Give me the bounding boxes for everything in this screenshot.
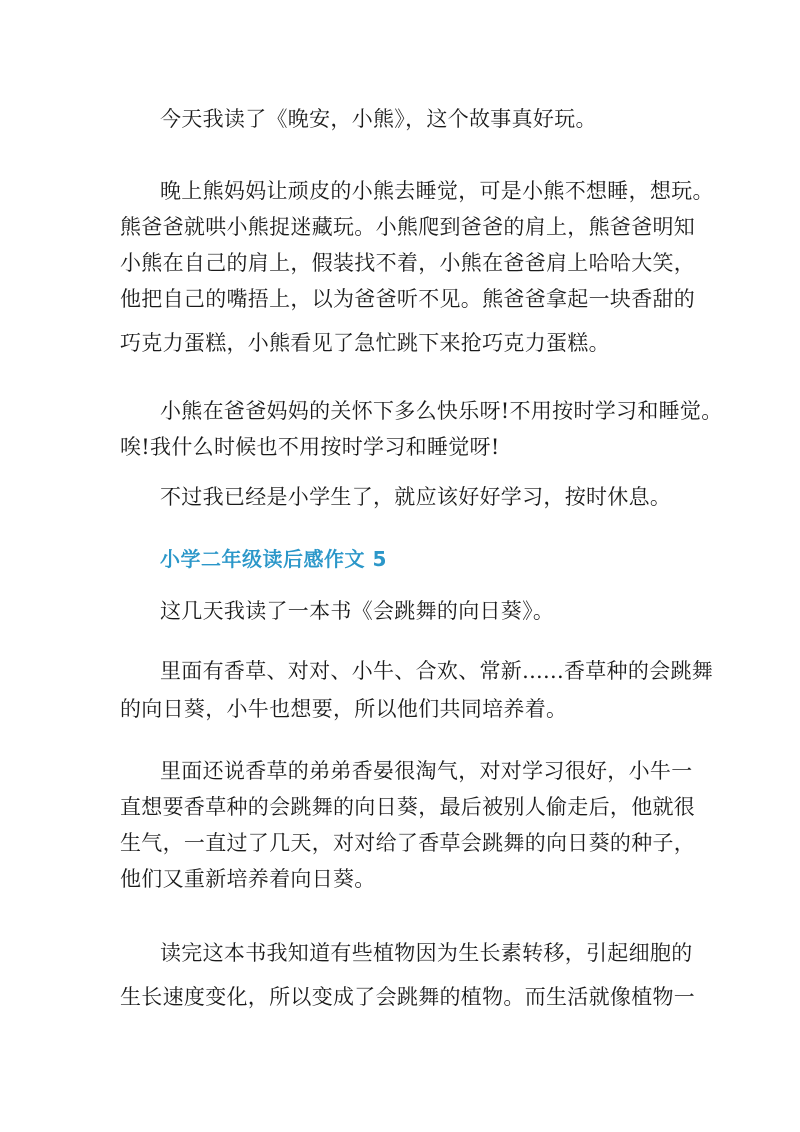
paragraph-line: 他们又重新培养着向日葵。	[120, 867, 376, 891]
paragraph-line: 晚上熊妈妈让顽皮的小熊去睡觉，可是小熊不想睡，想玩。	[160, 179, 714, 203]
paragraph-line: 不过我已经是小学生了，就应该好好学习，按时休息。	[160, 485, 672, 509]
paragraph-line: 的向日葵，小牛也想要，所以他们共同培养着。	[120, 697, 568, 721]
section-heading: 小学二年级读后感作文 5	[160, 547, 387, 571]
paragraph-line: 他把自己的嘴捂上，以为爸爸听不见。熊爸爸拿起一块香甜的	[120, 287, 696, 311]
paragraph-line: 小熊在自己的肩上，假装找不着，小熊在爸爸肩上哈哈大笑，	[120, 251, 696, 275]
paragraph-line: 生气，一直过了几天，对对给了香草会跳舞的向日葵的种子，	[120, 831, 696, 855]
paragraph-line: 里面还说香草的弟弟香晏很淘气，对对学习很好，小牛一	[160, 759, 693, 783]
paragraph-line: 唉!我什么时候也不用按时学习和睡觉呀!	[120, 435, 500, 459]
paragraph-line: 今天我读了《晚安，小熊》，这个故事真好玩。	[160, 107, 597, 131]
paragraph-line: 小熊在爸爸妈妈的关怀下多么快乐呀!不用按时学习和睡觉。	[160, 399, 723, 423]
paragraph-line: 直想要香草种的会跳舞的向日葵，最后被别人偷走后，他就很	[120, 795, 696, 819]
paragraph-line: 熊爸爸就哄小熊捉迷藏玩。小熊爬到爸爸的肩上，熊爸爸明知	[120, 215, 696, 239]
paragraph-line: 这几天我读了一本书《会跳舞的向日葵》。	[160, 599, 555, 623]
paragraph-line: 读完这本书我知道有些植物因为生长素转移，引起细胞的	[160, 941, 693, 965]
paragraph-line: 巧克力蛋糕，小熊看见了急忙跳下来抢巧克力蛋糕。	[120, 331, 610, 355]
paragraph-line: 里面有香草、对对、小牛、合欢、常新......香草种的会跳舞	[160, 659, 714, 683]
paragraph-line: 生长速度变化，所以变成了会跳舞的植物。而生活就像植物一	[120, 985, 696, 1009]
